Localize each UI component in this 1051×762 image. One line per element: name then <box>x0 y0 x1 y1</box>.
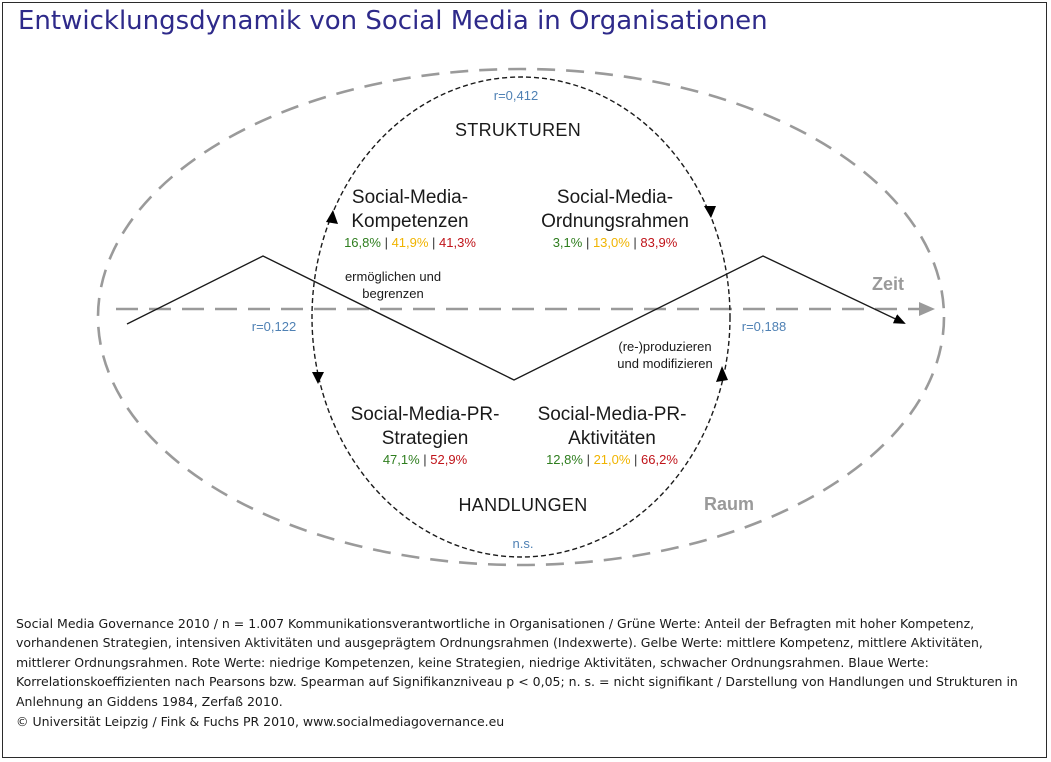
zigzag-timeline <box>127 256 904 380</box>
cycle-circle <box>312 77 730 557</box>
copyright-line: © Universität Leipzig / Fink & Fuchs PR 2010, www.socialmediagovernance.eu <box>16 714 505 729</box>
corr-right: r=0,188 <box>741 319 787 334</box>
box-strategien-line2: Strategien <box>381 428 469 449</box>
box-strategien-values: 47,1% | 52,9% <box>382 452 468 467</box>
strukturen-heading: STRUKTUREN <box>454 120 581 140</box>
box-ordnungsrahmen-line2: Ordnungsrahmen <box>541 211 689 232</box>
box-ordnungsrahmen-line1: Social-Media- <box>556 187 674 208</box>
corr-bottom: n.s. <box>512 536 534 551</box>
box-aktivitaeten <box>517 403 707 469</box>
reproduzieren-label: (re-)produzieren und modifizieren <box>617 339 713 371</box>
box-kompetenzen-line1: Social-Media- <box>351 187 469 208</box>
page-title: Entwicklungsdynamik von Social Media in Organisationen <box>18 6 768 36</box>
box-strategien-line1: Social-Media-PR- <box>350 404 500 425</box>
box-ordnungsrahmen <box>520 186 710 252</box>
box-strategien <box>330 403 520 469</box>
corr-top: r=0,412 <box>493 88 539 103</box>
zeit-label: Zeit <box>871 274 904 294</box>
box-aktivitaeten-line2: Aktivitäten <box>568 428 656 449</box>
box-kompetenzen <box>320 186 500 252</box>
ermoeglichen-label: ermöglichen und begrenzen <box>344 269 442 301</box>
box-aktivitaeten-values: 12,8% | 21,0% | 66,2% <box>546 452 678 467</box>
raum-label: Raum <box>703 494 754 514</box>
box-kompetenzen-values: 16,8% | 41,9% | 41,3% <box>344 235 476 250</box>
handlungen-heading: HANDLUNGEN <box>458 495 588 515</box>
box-aktivitaeten-line1: Social-Media-PR- <box>537 404 687 425</box>
raum-ellipse <box>98 69 944 565</box>
cycle-arrow-left-bottom <box>312 372 324 384</box>
corr-left: r=0,122 <box>251 319 297 334</box>
box-kompetenzen-line2: Kompetenzen <box>351 211 469 232</box>
footer-note: Social Media Governance 2010 / n = 1.007 Kommunikationsverantwortliche in Organisationen / Grüne Werte: Anteil der Befragten mit hoher Kompetenz, vorhandenen Strategien, intensiven Aktivitäten und ausgeprägtem Ordnungsrahmen (Indexwerte). Gelbe Werte: mittlere Kompetenz, mittlere Aktivitäten, mittlerer Ordnungsrahmen. Rote Werte: niedrige Kompetenzen, keine Strategien, niedrige Aktivitäten, schwacher Ordnungsrahmen. Blaue Werte: Korrelationskoeffizienten nach Pearsons bzw. Spearman auf Signifikanzniveau p < 0,05; n. s. = nicht signifikant / Darstellung von Handlungen und Strukturen in Anlehnung an Giddens 1984, Zerfaß 2010. <box>16 616 1018 709</box>
box-ordnungsrahmen-values: 3,1% | 13,0% | 83,9% <box>552 235 678 250</box>
